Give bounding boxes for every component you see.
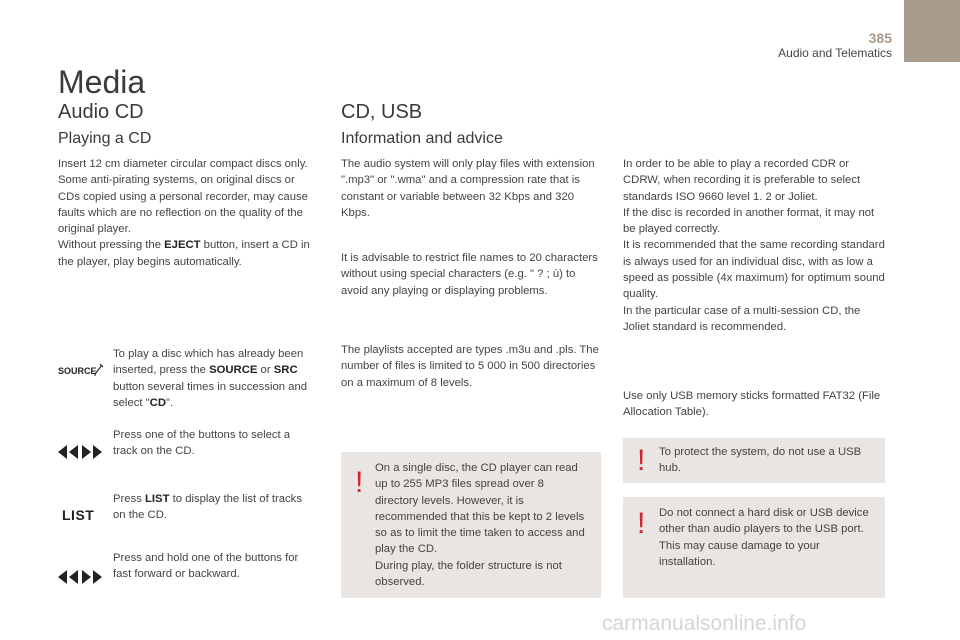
hard-disk-warning-text: Do not connect a hard disk or USB device other than audio players to the USB port. This may cause damage to your installation.	[659, 507, 869, 568]
usb-hub-warning-box	[623, 438, 885, 483]
warning-icon: !	[637, 444, 646, 477]
section-title: Audio and Telematics	[778, 46, 892, 60]
list-button-icon: LIST	[62, 507, 95, 523]
cd-usb-heading: CD, USB	[341, 101, 423, 123]
mp3-warning-box	[341, 452, 601, 598]
mp3-warning-text: On a single disc, the CD player can read up to 255 MP3 files spread over 8 directory levels. However, it is recommended that this be kept to 2 levels so as to limit the time taken to access and play the CD. During play, the folder structure is not observed.	[375, 462, 585, 589]
corner-tab	[904, 0, 960, 62]
intro-line-1: Insert 12 cm diameter circular compact discs only.	[58, 158, 308, 170]
playing-cd-intro: Insert 12 cm diameter circular compact discs only. Some anti-pirating systems, on original discs or CDs copied using a personal recorder, may cause faults which are no reflection on the quality of the original player. Without pressing the EJECT button, insert a CD in the player, play begins automatically.	[58, 158, 310, 268]
intro-line-2: Some anti-pirating systems, on original discs or CDs copied using a personal recorder, may cause faults which are no reflection on the quality of the original player.	[58, 174, 308, 236]
audio-cd-heading: Audio CD	[58, 101, 144, 123]
track-arrows-icon	[56, 444, 104, 465]
watermark: carmanualsonline.info	[602, 612, 807, 635]
file-extension-info: The audio system will only play files with extension ".mp3" or ".wma" and a compression rate that is constant or variable between 32 Kbps and 320 Kbps.	[341, 158, 595, 219]
page-title: Media	[58, 64, 146, 100]
list-instruction: Press LIST to display the list of tracks on the CD.	[113, 493, 302, 522]
hard-disk-warning-box	[623, 497, 885, 598]
page-number: 385	[868, 30, 892, 46]
usb-format-info: Use only USB memory sticks formatted FAT32 (File Allocation Table).	[623, 390, 881, 419]
cdr-recording-info: In order to be able to play a recorded CDR or CDRW, when recording it is preferable to select standards ISO 9660 level 1. 2 or Joliet. If the disc is recorded in another format, it may not be played correctly. It is recommended that the same recording standard is always used for an individual disc, with as low a speed as possible (4x maximum) for optimum sound quality. In the particular case of a multi-session CD, the Joliet standard is recommended.	[623, 158, 885, 333]
playlist-info: The playlists accepted are types .m3u and .pls. The number of files is limited to 5 000 in 500 directories on a maximum of 8 levels.	[341, 344, 599, 389]
eject-keyword: EJECT	[164, 239, 201, 252]
file-name-advice: It is advisable to restrict file names to 20 characters without using special characters (e.g. " ? ; ù) to avoid any playing or displaying problems.	[341, 252, 598, 297]
information-subheading: Information and advice	[341, 130, 503, 147]
source-button-icon	[56, 362, 106, 383]
source-instruction: To play a disc which has already been inserted, press the SOURCE or SRC button several times in succession and select "CD".	[113, 348, 308, 409]
select-track-text: Press one of the buttons to select a track on the CD.	[113, 429, 291, 458]
fast-forward-text: Press and hold one of the buttons for fast forward or backward.	[113, 552, 299, 581]
warning-icon: !	[637, 507, 646, 540]
playing-cd-subheading: Playing a CD	[58, 130, 152, 147]
source-icon-label: SOURCE	[58, 366, 97, 376]
fast-forward-arrows-icon	[56, 569, 104, 590]
usb-hub-warning-text: To protect the system, do not use a USB hub.	[659, 446, 862, 475]
warning-icon: !	[355, 466, 364, 499]
